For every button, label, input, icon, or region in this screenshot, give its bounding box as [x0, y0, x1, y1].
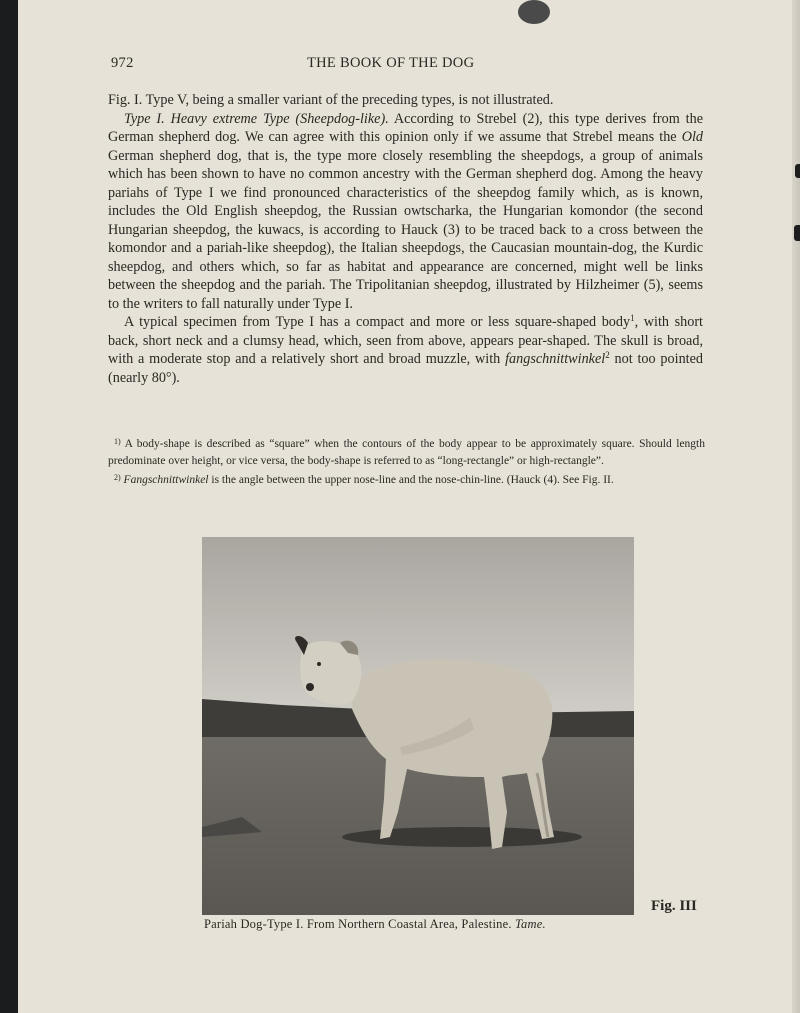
running-title: THE BOOK OF THE DOG: [307, 55, 475, 71]
body-text: [108, 91, 703, 387]
punched-hole: [518, 0, 550, 24]
section-lead: Type I. Heavy extreme Type (Sheepdog-like).: [124, 110, 389, 127]
footnote: $^{1)}$ A body-shape is described as “square” when the contours of the body appear to be approximately square. Should length predominate over height, or vice versa, the body-shape is referred to as “long-rectangle” or high-rectangle”.: [108, 437, 705, 467]
dog-photograph: [202, 537, 634, 915]
footnote-ref: 2: [605, 350, 610, 360]
figure-caption: Pariah Dog-Type I. From Northern Coastal Area, Palestine. Tame.: [204, 917, 546, 931]
page-nick: [794, 225, 800, 241]
page-nick: [795, 164, 800, 178]
paragraph: Fig. I. Type V, being a smaller variant of the preceding types, is not illustrated.: [108, 92, 554, 108]
page-number: 972: [111, 55, 134, 71]
page-edge: [792, 0, 800, 1013]
figure-label: Fig. III: [651, 898, 697, 914]
footnote-ref: 1: [630, 313, 635, 323]
paragraph: A typical specimen from Type I has a compact and more or less square-shaped body$^1$, with short back, short neck and a clumsy head, which, seen from above, appears pear-shaped. The skull is broad, with a moderate stop and a relatively short and broad muzzle, with fangschnittwinkel$^2$ not too pointed (nearly 80°).: [108, 313, 703, 386]
running-header: [0, 55, 800, 75]
paragraph: Type I. Heavy extreme Type (Sheepdog-like). According to Strebel (2), this type derives from the German shepherd dog. We can agree with this opinion only if we assume that Strebel means the Old German shepherd dog, that is, the type more closely resembling the sheepdogs, a group of animals which has been shown to have no common ancestry with the German shepherd dog. Among the heavy pariahs of Type I we find pronounced characteristics of the sheepdog family which, as is known, includes the Old English sheepdog, the Russian owtscharka, the Hungarian komondor (the second Hungarian sheepdog, the kuwacs, is according to Hauck (3) to be traced back to a cross between the komondor and a pariah-like sheepdog), the Italian sheepdogs, the Caucasian mountain-dog, the Kurdic sheepdog, and others which, so far as habitat and appearance are concerned, might well be links between the sheepdog and the pariah. The Tripolitanian sheepdog, illustrated by Hilzheimer (5), seems to the writers to fall naturally under Type I.: [108, 110, 703, 312]
footnote: $^{2)}$ Fangschnittwinkel is the angle between the upper nose-line and the nose-chin-line. (Hauck (4). See Fig. II.: [114, 473, 614, 486]
footnotes: [108, 436, 705, 491]
dog-photo-image: [202, 537, 634, 915]
